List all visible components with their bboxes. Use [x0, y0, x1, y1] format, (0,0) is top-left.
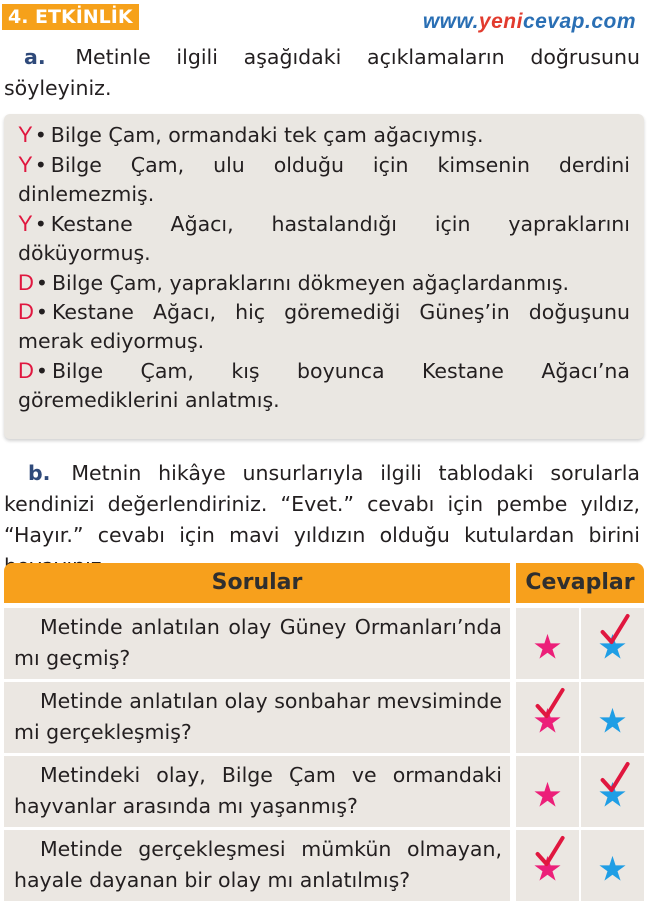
- table-row: [4, 756, 644, 827]
- bullet-icon: •: [35, 271, 48, 295]
- statement-text: Bilge Çam, ormandaki tek çam ağacıymış.: [50, 123, 484, 147]
- check-mark-stroke: [602, 764, 627, 790]
- no-cell[interactable]: [581, 756, 644, 827]
- pink-star-icon[interactable]: ★: [532, 848, 563, 889]
- question-text: Metinde gerçekleşmesi mümkün olmayan, hayale dayanan bir olay mı anlatılmış?: [14, 837, 502, 892]
- no-cell[interactable]: [581, 682, 644, 753]
- url-highlight: yeni: [478, 10, 523, 33]
- pink-star-icon[interactable]: ★: [532, 774, 563, 815]
- answer-mark: D: [18, 270, 34, 295]
- question-text: Metindeki olay, Bilge Çam ve ormandaki hayvanlar arasında mı yaşanmış?: [14, 763, 502, 818]
- url-suffix: cevap.com: [522, 10, 636, 33]
- table-row: [4, 608, 644, 679]
- statement-text: Kestane Ağacı, hiç göremediği Güneş’in doğuşunu merak ediyormuş.: [18, 300, 630, 353]
- column-header-answers: Cevaplar: [516, 563, 644, 603]
- answer-mark: Y: [18, 211, 33, 236]
- statement-5: [18, 297, 630, 356]
- part-a-text: Metinle ilgili aşağıdaki açıklamaların doğrusunu söyleyiniz.: [4, 45, 640, 100]
- check-mark-stroke: [537, 690, 562, 716]
- check-mark-stroke: [602, 616, 627, 642]
- question-cell: [4, 682, 510, 753]
- question-cell: [4, 608, 510, 679]
- pink-star-icon[interactable]: ★: [532, 626, 563, 667]
- yes-cell[interactable]: [516, 608, 579, 679]
- check-mark-icon: [594, 612, 634, 652]
- part-b-text: Metnin hikâye unsurlarıyla ilgili tablodaki sorularla kendinizi değerlendiriniz. “Evet.” cevabı için pembe yıldız, “Hayır.” cevabı için mavi yıldızın olduğu kutulardan birini: [4, 461, 640, 547]
- question-cell: [4, 756, 510, 827]
- answer-mark: Y: [18, 122, 33, 147]
- no-cell[interactable]: [581, 830, 644, 901]
- question-text: Metinde anlatılan olay Güney Ormanları’nda mı geçmiş?: [14, 615, 502, 670]
- blue-star-icon[interactable]: ★: [597, 700, 628, 741]
- pink-star-icon[interactable]: ★: [532, 700, 563, 741]
- page-header: [0, 0, 650, 42]
- statement-4: [18, 268, 630, 298]
- question-cell: [4, 830, 510, 901]
- statement-text: Bilge Çam, kış boyunca Kestane Ağacı’na göremediklerini anlatmış.: [18, 359, 630, 412]
- bullet-icon: •: [35, 300, 48, 324]
- self-assessment-table: [4, 563, 644, 905]
- url-prefix: www.: [422, 10, 479, 33]
- bullet-icon: •: [34, 153, 47, 177]
- bullet-icon: •: [35, 359, 48, 383]
- check-mark-icon: [529, 686, 569, 726]
- yes-cell[interactable]: [516, 682, 579, 753]
- part-a-instruction: [4, 42, 640, 104]
- check-mark-icon: [529, 834, 569, 874]
- yes-cell[interactable]: [516, 830, 579, 901]
- blue-star-icon[interactable]: ★: [597, 774, 628, 815]
- part-b-label: b.: [28, 461, 51, 485]
- statement-2: [18, 150, 630, 209]
- statement-1: [18, 120, 630, 150]
- no-cell[interactable]: [581, 608, 644, 679]
- column-header-questions: Sorular: [4, 563, 510, 603]
- answer-mark: Y: [18, 152, 33, 177]
- answer-mark: D: [18, 358, 34, 383]
- blue-star-icon[interactable]: ★: [597, 848, 628, 889]
- part-a-label: a.: [24, 45, 46, 69]
- bullet-icon: •: [34, 212, 47, 236]
- true-false-box: [4, 114, 644, 439]
- answer-mark: D: [18, 299, 34, 324]
- site-url[interactable]: [423, 10, 636, 34]
- statement-3: [18, 209, 630, 268]
- check-mark-icon: [594, 760, 634, 800]
- statement-text: Bilge Çam, ulu olduğu için kimsenin derdini dinlemezmiş.: [18, 153, 630, 206]
- question-text: Metinde anlatılan olay sonbahar mevsiminde mi gerçekleşmiş?: [14, 689, 502, 744]
- yes-cell[interactable]: [516, 756, 579, 827]
- statement-text: Kestane Ağacı, hastalandığı için yapraklarını döküyormuş.: [18, 212, 630, 265]
- statement-6: [18, 356, 630, 415]
- bullet-icon: •: [34, 123, 47, 147]
- table-row: [4, 682, 644, 753]
- blue-star-icon[interactable]: ★: [597, 626, 628, 667]
- table-row: [4, 830, 644, 901]
- check-mark-stroke: [537, 838, 562, 864]
- statement-text: Bilge Çam, yapraklarını dökmeyen ağaçlardanmış.: [51, 271, 570, 295]
- activity-badge: 4. ETKİNLİK: [2, 4, 139, 30]
